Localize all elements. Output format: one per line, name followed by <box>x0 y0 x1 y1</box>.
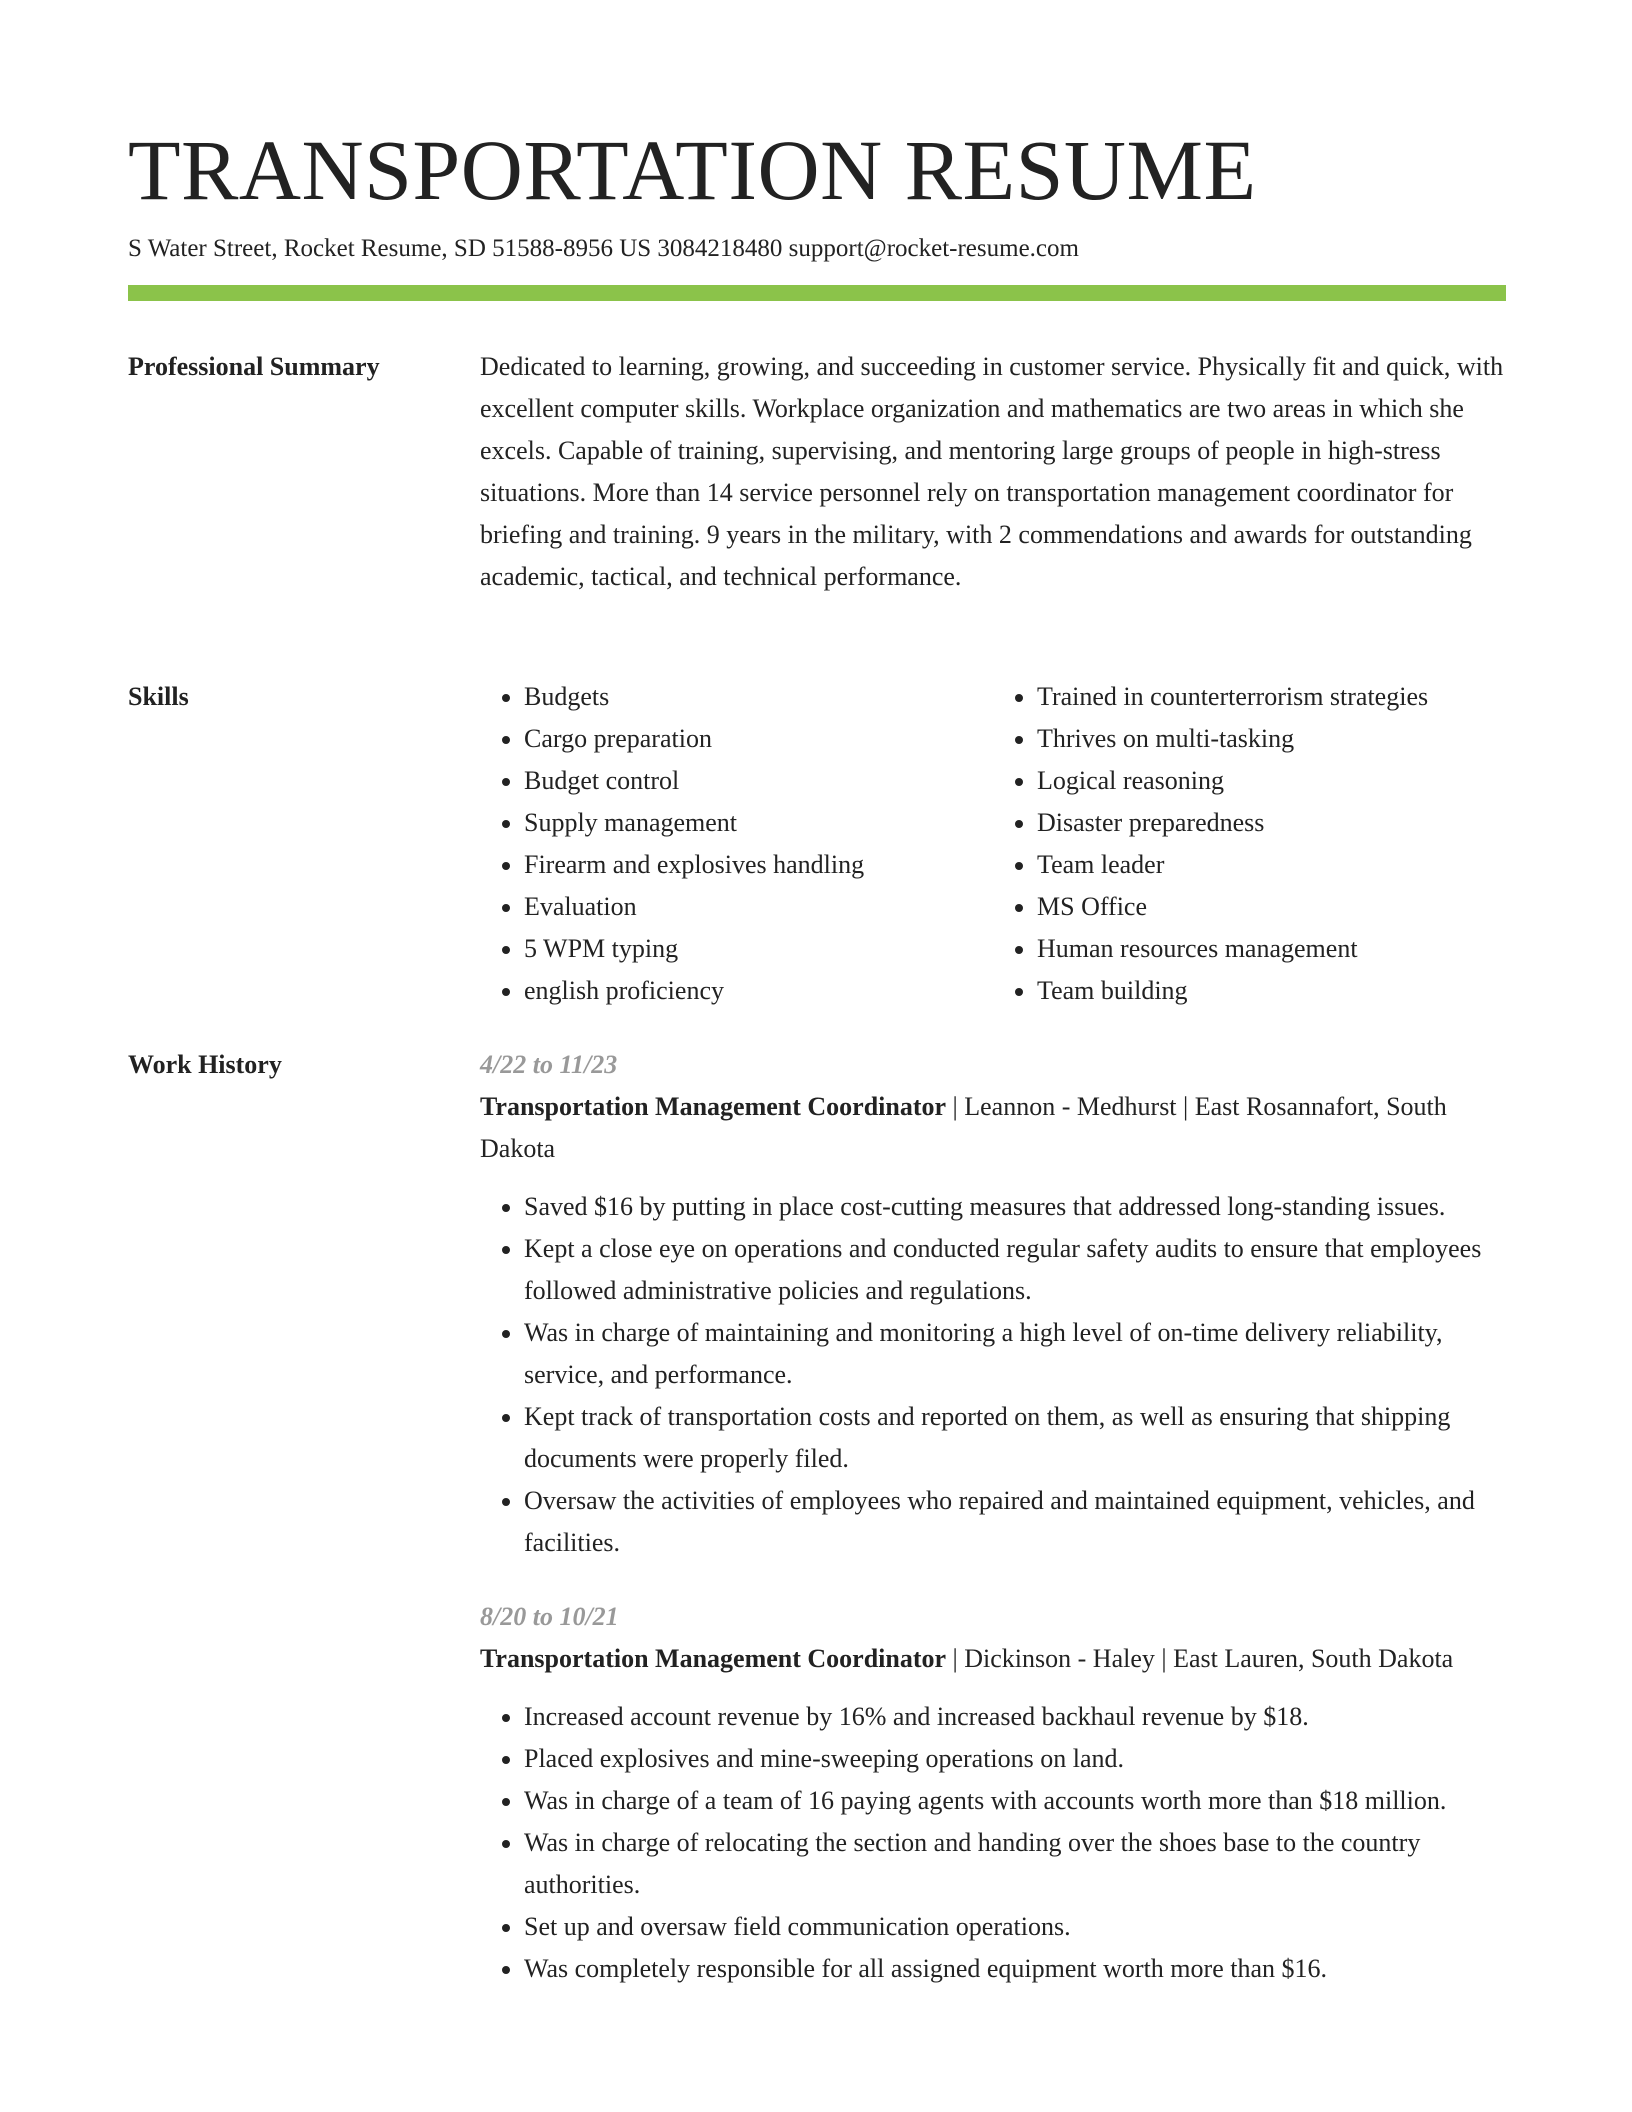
professional-summary-heading: Professional Summary <box>128 352 380 381</box>
skill-item: • english proficiency <box>524 970 993 1012</box>
skill-item: • Disaster preparedness <box>1037 802 1506 844</box>
skill-item: • Human resources management <box>1037 928 1506 970</box>
skill-item: • Team building <box>1037 970 1506 1012</box>
accent-divider <box>128 285 1506 301</box>
job-bullet: • Was in charge of a team of 16 paying agents with accounts worth more than $18 million. <box>524 1780 1506 1822</box>
skills-list-right <box>993 676 1506 1012</box>
job-bullet-list <box>480 1186 1506 1564</box>
job-title: Transportation Management Coordinator <box>480 1644 947 1673</box>
contact-line: S Water Street, Rocket Resume, SD 51588-8956 US 3084218480 support@rocket-resume.com <box>128 235 1079 262</box>
skill-item: • Thrives on multi-tasking <box>1037 718 1506 760</box>
skill-item: • Team leader <box>1037 844 1506 886</box>
skill-item: • Supply management <box>524 802 993 844</box>
job-bullet: • Increased account revenue by 16% and increased backhaul revenue by $18. <box>524 1696 1506 1738</box>
skills-body <box>480 676 1506 1012</box>
skill-item: • Logical reasoning <box>1037 760 1506 802</box>
job-bullet: • Placed explosives and mine-sweeping operations on land. <box>524 1738 1506 1780</box>
job-employer-location: | Dickinson - Haley | East Lauren, South Dakota <box>946 1644 1454 1673</box>
skill-item: • Evaluation <box>524 886 993 928</box>
job-bullet: • Kept a close eye on operations and conducted regular safety audits to ensure that employees followed administrative policies and regulations. <box>524 1228 1506 1312</box>
skills-list-left <box>480 676 993 1012</box>
skill-item: • Trained in counterterrorism strategies <box>1037 676 1506 718</box>
skills-heading: Skills <box>128 682 189 711</box>
skill-item: • Budgets <box>524 676 993 718</box>
job-entry <box>480 1044 1506 1564</box>
resume-header <box>128 120 1506 266</box>
work-history-heading: Work History <box>128 1050 282 1079</box>
skill-item: • 5 WPM typing <box>524 928 993 970</box>
job-bullet: • Kept track of transportation costs and reported on them, as well as ensuring that shipping documents were properly filed. <box>524 1396 1506 1480</box>
job-employer-location: | Leannon - Medhurst | East Rosannafort, South Dakota <box>480 1092 1447 1163</box>
job-dates: 8/20 to 10/21 <box>480 1602 619 1631</box>
skill-item: • Cargo preparation <box>524 718 993 760</box>
job-bullet: • Was completely responsible for all assigned equipment worth more than $16. <box>524 1948 1506 1990</box>
skill-item: • MS Office <box>1037 886 1506 928</box>
skill-item: • Budget control <box>524 760 993 802</box>
professional-summary-body <box>480 346 1506 598</box>
professional-summary-text: Dedicated to learning, growing, and succeeding in customer service. Physically fit and quick, with excellent computer skills. Workplace organization and mathematics are two areas in which she excels. Capable of training, supervising, and mentoring large groups of people in high-stress situations. More than 14 service personnel rely on transportation management coordinator for briefing and training. 9 years in the military, with 2 commendations and awards for outstanding academic, tactical, and technical performance. <box>480 352 1504 591</box>
job-bullet-list <box>480 1696 1506 1990</box>
job-title-line <box>480 1086 1506 1170</box>
job-bullet: • Set up and oversaw field communication operations. <box>524 1906 1506 1948</box>
job-bullet: • Was in charge of relocating the section and handing over the shoes base to the country authorities. <box>524 1822 1506 1906</box>
job-title: Transportation Management Coordinator <box>480 1092 947 1121</box>
skills-grid <box>480 676 1506 1012</box>
resume-title: TRANSPORTATION RESUME <box>128 122 1257 218</box>
job-bullet: • Oversaw the activities of employees who repaired and maintained equipment, vehicles, and facilities. <box>524 1480 1506 1564</box>
job-bullet: • Saved $16 by putting in place cost-cutting measures that addressed long-standing issues. <box>524 1186 1506 1228</box>
job-title-line <box>480 1638 1506 1680</box>
work-history-body <box>480 1044 1506 1990</box>
skill-item: • Firearm and explosives handling <box>524 844 993 886</box>
job-dates: 4/22 to 11/23 <box>480 1050 618 1079</box>
job-entry <box>480 1596 1506 1990</box>
job-bullet: • Was in charge of maintaining and monitoring a high level of on-time delivery reliability, service, and performance. <box>524 1312 1506 1396</box>
